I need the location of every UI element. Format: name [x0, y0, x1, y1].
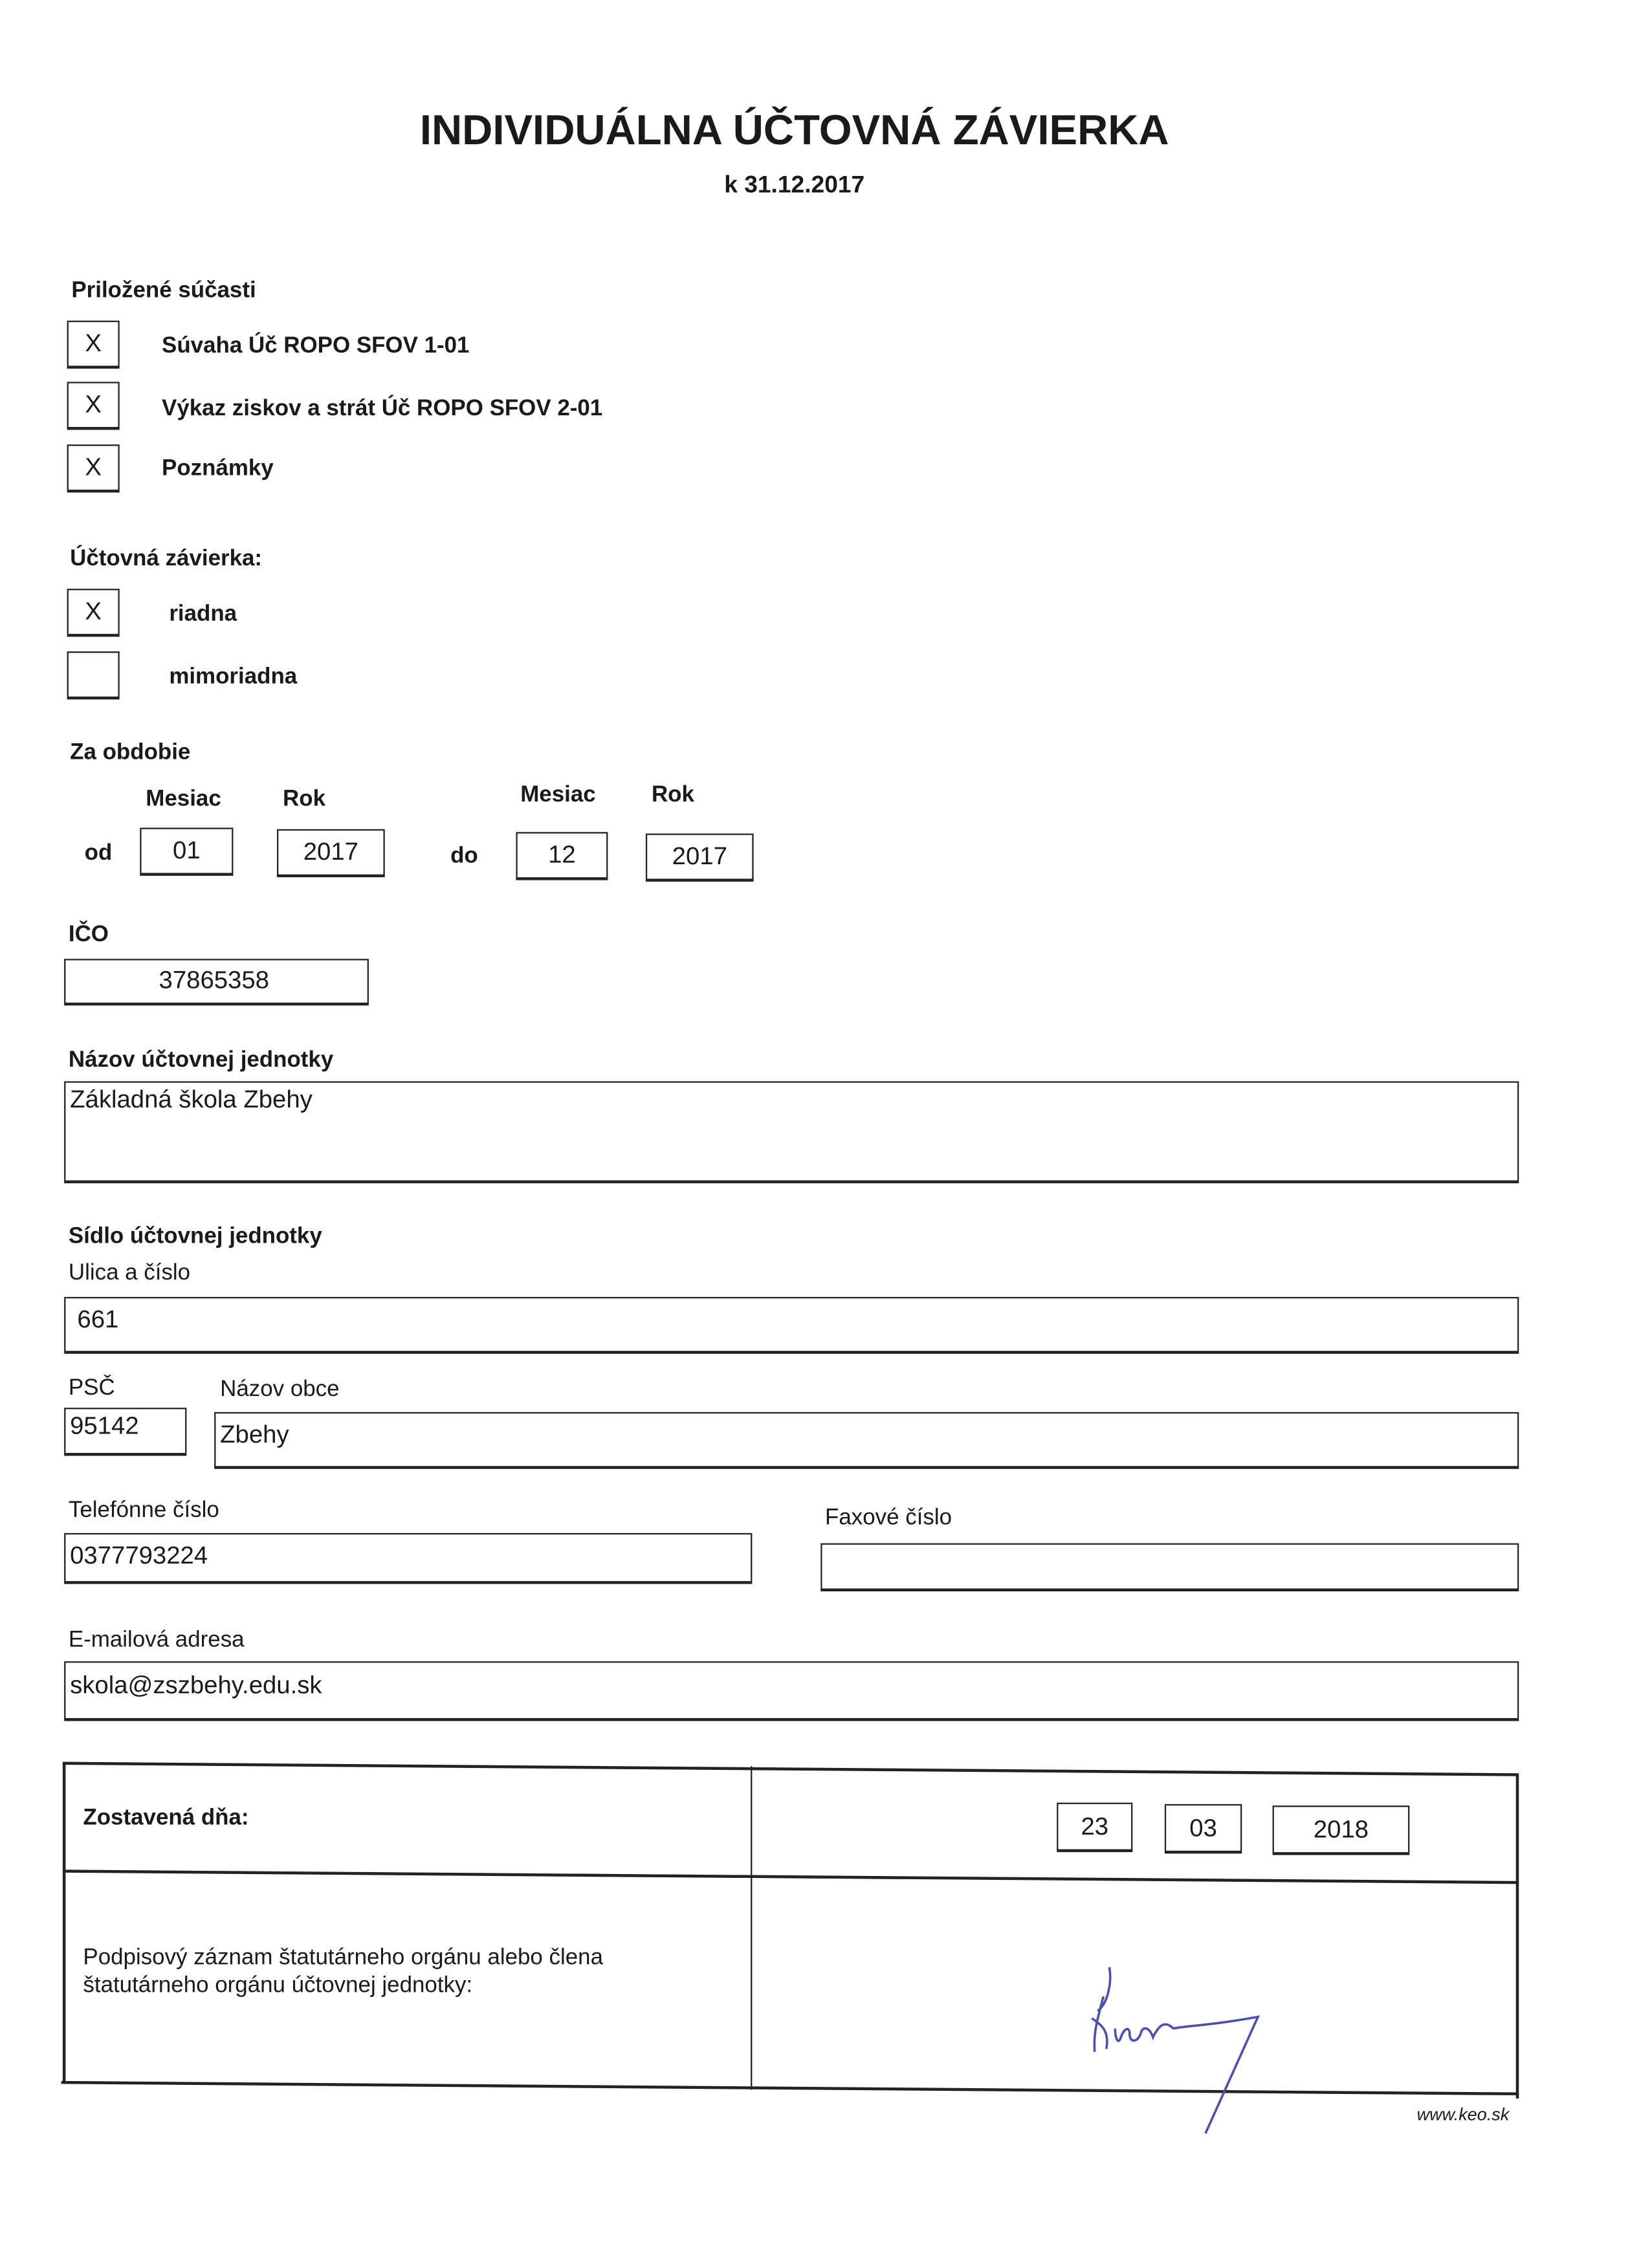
city-label: Názov obce	[220, 1377, 340, 1402]
compiled-day-field[interactable]: 23	[1057, 1803, 1132, 1853]
fax-label: Faxové číslo	[825, 1505, 952, 1531]
period-heading: Za obdobie	[70, 740, 191, 765]
statement-date: k 31.12.2017	[724, 171, 865, 199]
table-middle-border	[751, 1766, 753, 2089]
footer-website: www.keo.sk	[1416, 2104, 1510, 2125]
phone-label: Telefónne číslo	[68, 1498, 219, 1523]
phone-field[interactable]: 0377793224	[64, 1533, 752, 1584]
signature-label-line-1: Podpisový záznam štatutárneho orgánu alebo člena	[83, 1945, 604, 1970]
compiled-year-field[interactable]: 2018	[1273, 1805, 1410, 1855]
page-title: INDIVIDUÁLNA ÚČTOVNÁ ZÁVIERKA	[419, 107, 1169, 155]
table-bottom-border	[61, 2081, 1519, 2095]
entity-name-label: Názov účtovnej jednotky	[68, 1047, 334, 1073]
entity-name-field[interactable]: Základná škola Zbehy	[64, 1082, 1519, 1184]
ico-label: IČO	[68, 922, 109, 948]
from-year-field[interactable]: 2017	[277, 829, 385, 877]
street-field[interactable]: 661	[64, 1297, 1519, 1354]
checkbox-notes[interactable]: X	[67, 444, 120, 492]
compiled-month-field[interactable]: 03	[1165, 1804, 1242, 1854]
to-year-field[interactable]: 2017	[646, 834, 754, 882]
zip-label: PSČ	[68, 1375, 115, 1401]
from-label: od	[84, 840, 113, 866]
handwritten-signature	[1072, 1953, 1275, 2143]
table-top-border	[63, 1762, 1519, 1776]
table-row-divider	[63, 1870, 1519, 1884]
from-month-field[interactable]: 01	[140, 828, 233, 876]
fax-field[interactable]	[820, 1543, 1519, 1591]
to-label: do	[450, 844, 478, 869]
label-income-statement: Výkaz ziskov a strát Úč ROPO SFOV 2-01	[162, 396, 603, 422]
signature-label-line-2: štatutárneho orgánu účtovnej jednotky:	[83, 1973, 473, 1998]
from-year-label: Rok	[283, 787, 326, 812]
address-heading: Sídlo účtovnej jednotky	[68, 1224, 322, 1249]
compiled-date-label: Zostavená dňa:	[83, 1805, 249, 1831]
table-right-border	[1516, 1775, 1518, 2099]
city-field[interactable]: Zbehy	[214, 1412, 1519, 1469]
zip-field[interactable]: 95142	[64, 1408, 186, 1456]
ico-field[interactable]: 37865358	[64, 959, 369, 1005]
street-label: Ulica a číslo	[68, 1260, 191, 1285]
from-month-label: Mesiac	[146, 787, 221, 812]
checkbox-extraordinary[interactable]	[67, 651, 120, 699]
to-year-label: Rok	[651, 782, 694, 807]
closing-type-heading: Účtovná závierka:	[70, 546, 263, 572]
label-regular: riadna	[169, 602, 237, 627]
checkbox-balance-sheet[interactable]: X	[67, 321, 120, 369]
table-left-border	[63, 1762, 65, 2083]
label-balance-sheet: Súvaha Úč ROPO SFOV 1-01	[162, 333, 470, 359]
label-extraordinary: mimoriadna	[169, 664, 298, 690]
email-label: E-mailová adresa	[68, 1628, 245, 1653]
to-month-field[interactable]: 12	[516, 832, 608, 880]
email-field[interactable]: skola@zszbehy.edu.sk	[64, 1661, 1519, 1721]
checkbox-income-statement[interactable]: X	[67, 382, 120, 430]
checkbox-regular[interactable]: X	[67, 589, 120, 637]
label-notes: Poznámky	[162, 456, 274, 481]
to-month-label: Mesiac	[520, 782, 596, 807]
attachments-heading: Priložené súčasti	[71, 278, 256, 303]
